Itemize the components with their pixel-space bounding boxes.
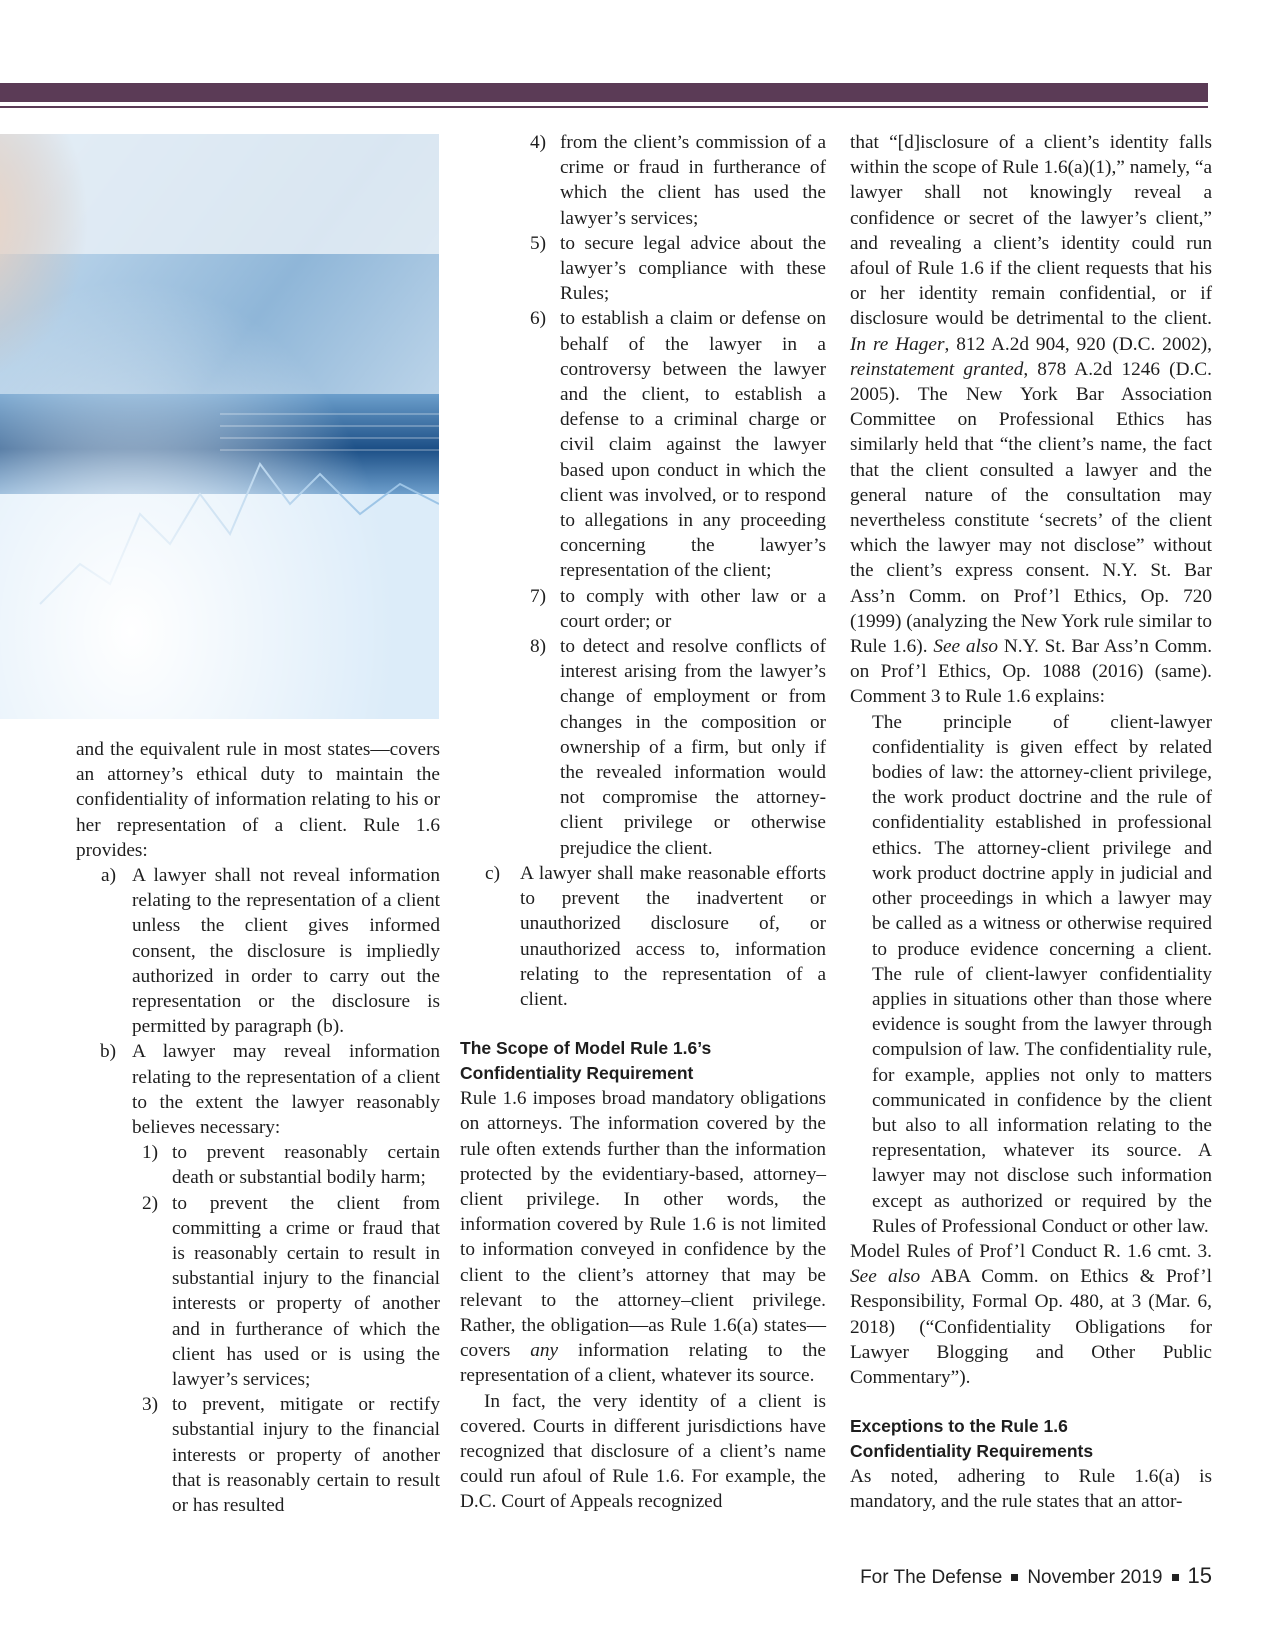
publication-name: For The Defense — [860, 1567, 1003, 1588]
page-footer — [860, 1563, 1212, 1589]
data-screen-photo — [0, 134, 439, 719]
text-run: , 812 A.2d 904, 920 (D.C. 2002), — [944, 333, 1212, 355]
list-label: 1) — [141, 1142, 158, 1164]
rule-subitem-4 — [460, 130, 826, 231]
list-label: b) — [99, 1041, 116, 1063]
text-run: that “[d]isclosure of a client’s identity falls within the scope of Rule 1.6(a)(1),” namely, “a lawyer shall not knowingly reveal a confidence or secret of the lawyer’s client,” and revealing a client’s identity could run afoul of Rule 1.6 if the client requests that his or her identity remain confidential, or if disclosure would be detrimental to the client. — [850, 132, 1212, 330]
section-heading — [460, 1036, 826, 1086]
emphasis: See also — [850, 1266, 921, 1288]
issue-date: November 2019 — [1027, 1567, 1163, 1588]
list-label: 6) — [529, 308, 546, 330]
page-number: 15 — [1187, 1563, 1212, 1588]
emphasis: reinstatement granted — [850, 358, 1024, 380]
heading-line-2: Confidentiality Requirement — [460, 1063, 694, 1084]
rule-subitem-2 — [76, 1191, 440, 1393]
section-heading — [850, 1414, 1212, 1464]
list-text: to detect and resolve conflicts of interest arising from the lawyer’s change of employment or from changes in the composition or ownership of a firm, but only if the revealed information would not compromise the attorney-client privilege or otherwise prejudice the client. — [560, 636, 826, 859]
body-paragraph — [850, 1239, 1212, 1390]
rule-subitem-8 — [460, 634, 826, 861]
separator-square-icon — [1172, 1574, 1179, 1581]
column-1 — [76, 737, 440, 1518]
list-text: A lawyer shall make reasonable efforts to prevent the inadvertent or unauthorized disclosure of, or unauthorized access to, information relating to the representation of a client. — [520, 862, 826, 1010]
header-bar — [0, 83, 1208, 102]
list-text: to prevent the client from committing a crime or fraud that is reasonably certain to result in substantial injury to the financial interests or property of another and in furtherance of which the client has used or is using the lawyer’s services; — [172, 1192, 440, 1391]
list-label: 7) — [529, 585, 546, 607]
list-label: a) — [101, 865, 116, 887]
list-text: from the client’s commission of a crime or fraud in furtherance of which the client has used the lawyer’s services; — [560, 132, 826, 229]
rule-subitem-6 — [460, 306, 826, 583]
text-run: Model Rules of Prof’l Conduct R. 1.6 cmt. 3. — [850, 1240, 1212, 1262]
emphasis: See also — [933, 636, 999, 658]
list-label: 8) — [529, 636, 546, 658]
column-2 — [460, 130, 826, 1515]
separator-square-icon — [1011, 1574, 1018, 1581]
list-label: 4) — [529, 132, 546, 153]
rule-subitem-7 — [460, 584, 826, 634]
list-label: 5) — [529, 232, 546, 254]
block-quote: The principle of client-lawyer confidentiality is given effect by related bodies of law: the attorney-client privilege, the work product doctrine and the rule of confidentiality established in professional ethics. The attorney-client privilege and work product doctrine apply in judicial and other proceedings in which a lawyer may be called as a witness or otherwise required to produce evidence concerning a client. The rule of client-lawyer confidentiality applies in situations other than those where evidence is sought from the lawyer through compulsion of law. The confidentiality rule, for example, applies not only to matters communicated in confidence by the client but also to all information relating to the representation, whatever its source. A lawyer may not disclose such information except as authorized or required by the Rules of Professional Conduct or other law. — [872, 711, 1212, 1237]
list-label: 3) — [141, 1394, 158, 1416]
column-3 — [850, 130, 1212, 1515]
intro-paragraph: and the equivalent rule in most states—covers an attorney’s ethical duty to maintain the confidentiality of information relating to his or her representation of a client. Rule 1.6 provides: — [76, 739, 440, 861]
heading-line-1: Exceptions to the Rule 1.6 — [850, 1416, 1068, 1437]
case-citation: In re Hager — [850, 333, 945, 355]
list-text: to comply with other law or a court order; or — [560, 585, 826, 632]
list-text: to establish a claim or defense on behalf of the lawyer in a controversy between the lawyer and the client, to establish a defense to a criminal charge or civil claim against the lawyer based upon conduct in which the client was involved, or to respond to allegations in any proceeding concerning the lawyer’s representation of the client; — [560, 308, 826, 582]
text-run: ABA Comm. on Ethics & Prof’l Responsibility, Formal Op. 480, at 3 (Mar. 6, 2018) (“Confidentiality Obligations for Lawyer Blogging and Other Public Commentary”). — [850, 1266, 1212, 1388]
rule-item-b — [76, 1039, 440, 1140]
rule-item-a — [76, 863, 440, 1039]
list-label: c) — [485, 862, 500, 884]
list-text: A lawyer may reveal information relating to the representation of a client to the extent the lawyer reasonably believes necessary: — [132, 1041, 440, 1139]
body-paragraph — [460, 1086, 826, 1388]
body-paragraph: In fact, the very identity of a client is covered. Courts in different jurisdictions have recognized that disclosure of a client’s name could run afoul of Rule 1.6. For example, the D.C. Court of Appeals recognized — [460, 1390, 826, 1513]
text-run: , 878 A.2d 1246 (D.C. 2005). The New York Bar Association Committee on Professional Ethics has similarly held that “the client’s name, the fact that the client consulted a lawyer and the general nature of the consultation may nevertheless constitute ‘secrets’ of the client which the lawyer may not disclose” without the client’s express consent. N.Y. St. Bar Ass’n Comm. on Prof’l Ethics, Op. 720 (1999) (analyzing the New York rule similar to Rule 1.6). — [850, 358, 1212, 658]
list-text: to prevent reasonably certain death or substantial bodily harm; — [172, 1142, 440, 1189]
rule-subitem-1 — [76, 1140, 440, 1190]
list-text: to prevent, mitigate or rectify substantial injury to the financial interests or property of another that is reasonably certain to result or has resulted — [172, 1394, 440, 1517]
data-screen-photo-icon — [0, 134, 439, 719]
rule-subitem-3 — [76, 1392, 440, 1518]
rule-subitem-5 — [460, 231, 826, 307]
header-rule — [0, 106, 1208, 108]
text-run: N.Y. St. Bar Ass’n Comm. on Prof’l Ethics, Op. 1088 (2016) (same). Comment 3 to Rule 1.6 explains: — [850, 636, 1213, 708]
text-run: Rule 1.6 imposes broad mandatory obligations on attorneys. The information covered by the rule often extends further than the information protected by the evidentiary-based, attorney–client privilege. In other words, the information covered by Rule 1.6 is not limited to information conveyed in confidence by the client to the client’s attorney that may be relevant to the attorney–client privilege. Rather, the obligation—as Rule 1.6(a) states—covers — [460, 1088, 826, 1362]
heading-line-2: Confidentiality Requirements — [850, 1441, 1094, 1462]
heading-line-1: The Scope of Model Rule 1.6’s — [460, 1038, 712, 1059]
list-text: A lawyer shall not reveal information relating to the representation of a client unless the client gives informed consent, the disclosure is impliedly authorized in order to carry out the representation or the disclosure is permitted by paragraph (b). — [132, 865, 440, 1038]
body-paragraph: As noted, adhering to Rule 1.6(a) is mandatory, and the rule states that an attor- — [850, 1466, 1212, 1513]
text-run: information relating to the representation of a client, whatever its source. — [460, 1340, 826, 1387]
emphasis: any — [530, 1340, 559, 1362]
body-paragraph — [850, 130, 1212, 710]
list-text: to secure legal advice about the lawyer’s compliance with these Rules; — [560, 232, 826, 305]
rule-item-c — [460, 861, 826, 1012]
list-label: 2) — [141, 1192, 158, 1214]
